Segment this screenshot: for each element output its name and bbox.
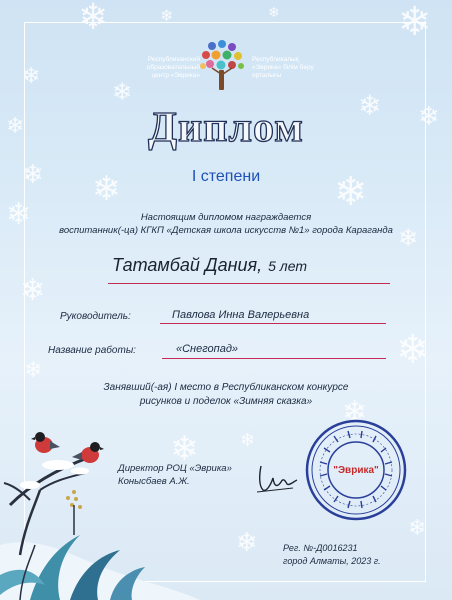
work-title-underline	[162, 358, 386, 359]
snowflake-icon: ❄	[398, 224, 419, 252]
snowflake-icon: ❄	[236, 528, 258, 558]
snowflake-icon: ❄	[418, 102, 440, 132]
director-title: Директор РОЦ «Эврика»	[118, 463, 232, 474]
intro-line: Настоящим дипломом награждается	[140, 212, 312, 223]
logo-text-russian	[128, 56, 200, 80]
official-stamp	[304, 418, 408, 522]
logo-text-kazakh	[252, 56, 332, 80]
snowflake-icon: ❄	[396, 327, 430, 373]
recipient-underline	[108, 283, 390, 284]
place-and-year: город Алматы, 2023 г.	[283, 556, 381, 566]
snowflake-icon: ❄	[342, 395, 368, 430]
director-block	[118, 462, 232, 488]
work-title-value: «Снегопад»	[176, 343, 239, 355]
snowflake-icon: ❄	[240, 430, 256, 451]
snowflake-icon: ❄	[22, 160, 44, 190]
achievement-line: Занявший(-ая) I место в Республиканском конкурсе	[103, 382, 349, 393]
registration-block	[283, 542, 381, 568]
diploma-degree: I степени	[191, 168, 261, 185]
winter-branch-illustration	[0, 395, 200, 600]
recipient-age: 5 лет	[268, 258, 307, 274]
logo-text-line: орталығы	[252, 72, 282, 79]
supervisor-underline	[160, 323, 386, 324]
diploma-title: Диплом	[148, 105, 304, 151]
snowflake-icon: ❄	[78, 0, 109, 38]
snowflake-icon: ❄	[160, 6, 174, 25]
supervisor-value: Павлова Инна Валерьевна	[172, 309, 310, 321]
snowflake-icon: ❄	[6, 114, 25, 139]
snowflake-icon: ❄	[22, 64, 41, 89]
bullfinch-bird-icon	[31, 432, 60, 453]
intro-line: воспитанник(-ца) КГКП «Детская школа искусств №1» города Караганда	[59, 225, 393, 236]
registration-number: Рег. №-Д0016231	[283, 543, 358, 553]
director-signature	[253, 458, 301, 498]
logo-text-line: центр «Эврика»	[151, 72, 200, 79]
snowflake-icon: ❄	[20, 273, 46, 308]
snowflake-icon: ❄	[92, 169, 121, 209]
supervisor-label: Руководитель:	[60, 311, 131, 322]
recipient	[112, 255, 307, 276]
snowflake-icon: ❄	[24, 358, 43, 383]
snowflake-icon: ❄	[112, 78, 133, 106]
eureka-logo-icon	[198, 38, 248, 94]
logo-text-line: Республикалық	[252, 56, 299, 63]
snowflake-icon: ❄	[170, 429, 199, 469]
work-title-label: Название работы:	[48, 345, 136, 356]
logo-text-line: Республиканский	[147, 56, 200, 63]
logo-text-line: «Эврика» білім беру	[252, 64, 314, 71]
logo-text-line: образовательный	[146, 64, 200, 71]
snowflake-icon: ❄	[6, 197, 32, 232]
recipient-name: Татамбай Дания,	[112, 255, 263, 275]
achievement-line: рисунков и поделок «Зимняя сказка»	[139, 396, 313, 407]
stamp-center-text: "Эврика"	[333, 465, 379, 476]
snowflake-icon: ❄	[398, 0, 432, 45]
award-intro	[0, 211, 452, 237]
snowflake-icon: ❄	[334, 169, 368, 215]
bullfinch-bird-icon	[72, 442, 104, 463]
director-name: Конысбаев А.Ж.	[118, 476, 190, 487]
snowflake-icon: ❄	[408, 516, 427, 541]
snowflake-icon: ❄	[268, 5, 280, 21]
snowflake-icon: ❄	[358, 89, 382, 122]
